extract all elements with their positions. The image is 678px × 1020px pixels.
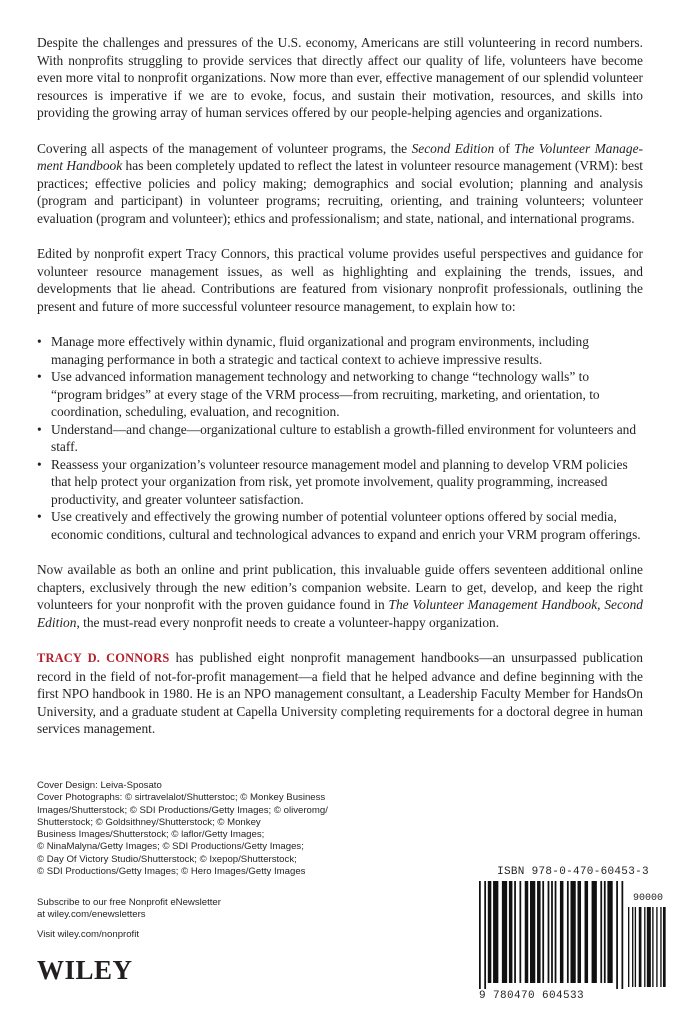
- barcode-bar: [592, 881, 597, 983]
- list-item: • Reassess your organization’s volunteer resource management model and planning to develop VRM policies that help protect your organization from risk, yet promote involvement, quality programming, increased productivity, and greater volunteer satisfaction.: [37, 456, 628, 507]
- description-paragraph-4: Now available as both an online and print publication, this invaluable guide offers seventeen additional online chapters, exclusively through the new edition’s companion website. Learn to get, develop, and keep the right volunteers for your nonprofit with the proven guidance found in The Volunteer Management Handbook, Second Edition, the must-read every nonprofit needs to create a volunteer-happy organization.: [37, 562, 643, 630]
- barcode-bar: [479, 881, 481, 989]
- isbn-label: ISBN 978-0-470-60453-3: [497, 866, 649, 878]
- publisher-logo: WILEY: [37, 955, 133, 985]
- barcode-bar: [644, 907, 645, 987]
- barcode-digits: 9 780470 604533: [479, 990, 585, 1002]
- barcode-bar: [530, 881, 535, 983]
- newsletter-line: Subscribe to our free Nonprofit eNewsletter: [37, 897, 221, 908]
- barcode-bar: [578, 881, 582, 983]
- list-item: • Manage more effectively within dynamic, fluid organizational and program environments, including managing performance in both a strategic and tactical context to achieve impressive results.: [37, 334, 589, 367]
- cover-credits: [37, 780, 337, 878]
- bullet-icon: •: [37, 369, 42, 384]
- list-item: • Understand—and change—organizational culture to establish a growth-filled environment for volunteers and staff.: [37, 421, 637, 454]
- barcode-bar: [484, 881, 486, 989]
- bullet-icon: •: [37, 509, 42, 524]
- price-code-bars: [628, 907, 667, 987]
- barcode-bar: [551, 881, 553, 983]
- barcode-bar: [560, 881, 564, 983]
- bullet-icon: •: [37, 334, 42, 349]
- barcode-bar: [519, 881, 521, 983]
- barcode-bar: [525, 881, 529, 983]
- credit-line: © SDI Productions/Getty Images; © Hero Images/Getty Images: [37, 866, 306, 878]
- price-code: 90000: [632, 893, 663, 904]
- barcode-bar: [509, 881, 513, 983]
- barcode-bar: [502, 881, 507, 983]
- barcode-bar: [600, 881, 602, 983]
- barcode-bar: [628, 907, 629, 987]
- barcode-bar: [570, 881, 575, 983]
- credit-line: Shutterstock; © Goldsithney/Shutterstock; © Monkey: [37, 816, 261, 828]
- list-item: • Use advanced information management technology and networking to change “technology walls” to “program bridges” at every stage of the VRM process—from recruiting, marketing, and orientation, to coordination, scheduling, evaluation, and recognition.: [37, 369, 600, 419]
- barcode-bar: [542, 881, 544, 983]
- description-paragraph-2: Covering all aspects of the management of volunteer programs, the Second Edition of The Volunteer Management Handbook has been completely updated to reflect the latest in volunteer resource management (VRM): best practices; effective policies and policy making; demographics and social evolution; planning and analysis (program and participant) in volunteer programs; recruiting, orienting, and training volunteers; volunteer evaluation (program and volunteer); ethics and professionalism; and state, national, and international programs.: [37, 140, 643, 226]
- cover-description: [37, 34, 643, 756]
- book-title: The Volunteer Management Handbook: [37, 140, 643, 173]
- barcode-bar: [660, 907, 661, 987]
- barcode-block: [479, 866, 667, 1006]
- credit-line: Cover Design: Leiva-Sposato: [37, 780, 162, 791]
- barcode-bar: [537, 881, 541, 983]
- barcode-bar: [555, 881, 557, 983]
- edition-title: Second Edition: [411, 140, 495, 156]
- barcode-bar: [616, 881, 618, 989]
- credit-line: Cover Photographs: © sirtravelalot/Shutterstoc; © Monkey Business: [37, 792, 326, 804]
- barcode-bar: [493, 881, 498, 983]
- list-item: • Use creatively and effectively the growing number of potential volunteer options offered by social media, economic conditions, cultural and technological advances to expand and enrich your VRM program offerings.: [37, 509, 641, 542]
- newsletter-note: [37, 897, 337, 922]
- author-bio: TRACY D. CONNORS has published eight nonprofit management handbooks—an unsurpassed publication record in the field of not-for-profit management—a field that he helped advance and define beginning with the first NPO handbook in 1980. He is an NPO management consultant, a Leadership Faculty Member for HandsOn University, and a graduate student at Capella University completing requirements for a doctoral degree in human services management.: [37, 650, 644, 736]
- barcode-bar: [514, 881, 516, 983]
- barcode-bar: [548, 881, 550, 983]
- description-paragraph-1: Despite the challenges and pressures of the U.S. economy, Americans are still volunteering in record numbers. With nonprofits struggling to provide services that directly affect our quality of life, volunteers have become even more vital to nonprofit organizations. Now more than ever, effective management of our splendid volunteer resources is imperative if we are to evoke, focus, and sustain their motivation, resources, and skills into providing the growing array of human services offered by our people-helping agencies and organizations.: [37, 35, 643, 120]
- barcode-bar: [652, 907, 653, 987]
- barcode-bar: [647, 907, 651, 987]
- description-paragraph-3: Edited by nonprofit expert Tracy Connors, this practical volume provides useful perspectives and guidance for volunteer resource management issues, as well as highlighting and explaining the trends, issues, and developments that lie ahead. Contributions are featured from visionary nonprofit professionals, outlining the present and future of more successful volunteer resource management, to explain how to:: [37, 246, 643, 314]
- benefits-list: [37, 333, 643, 543]
- barcode-bar: [663, 907, 666, 987]
- barcode-bar: [635, 907, 636, 987]
- barcode-bars: [479, 881, 625, 989]
- barcode-bar: [585, 881, 589, 983]
- barcode-bar: [632, 907, 633, 987]
- barcode-bar: [607, 881, 612, 983]
- bullet-icon: •: [37, 456, 42, 472]
- credit-line: © NinaMalyna/Getty Images; © SDI Productions/Getty Images;: [37, 841, 304, 853]
- barcode-bar: [621, 881, 623, 989]
- barcode-bar: [639, 907, 642, 987]
- author-name: TRACY D. CONNORS: [37, 651, 170, 665]
- credit-line: Images/Shutterstock; © SDI Productions/Getty Images; © oliveromg/: [37, 804, 328, 816]
- credit-line: Business Images/Shutterstock; © laflor/Getty Images;: [37, 829, 265, 841]
- barcode-bar: [488, 881, 492, 983]
- barcode-bar: [567, 881, 569, 983]
- barcode-bar: [656, 907, 657, 987]
- newsletter-link[interactable]: at wiley.com/enewsletters: [37, 909, 146, 921]
- barcode-bar: [604, 881, 606, 983]
- bullet-icon: •: [37, 421, 42, 437]
- website-link[interactable]: Visit wiley.com/nonprofit: [37, 929, 140, 940]
- credit-line: © Day Of Victory Studio/Shutterstock; © Ixepop/Shutterstock;: [37, 853, 297, 865]
- book-title-edition: The Volunteer Management Handbook, Second Edition: [37, 597, 643, 630]
